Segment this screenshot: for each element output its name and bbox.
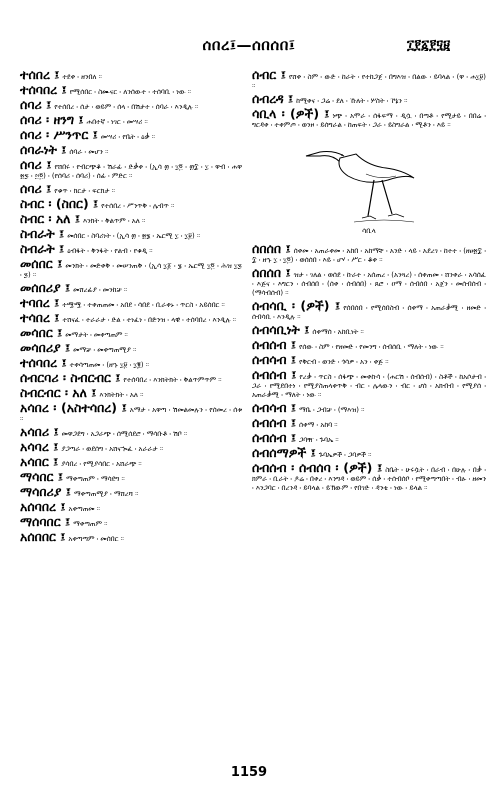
dictionary-entry — [20, 128, 242, 142]
entry-headword: ተሰባበረ ፤ — [20, 355, 67, 370]
entry-headword: ተሰባበረ ፤ — [20, 82, 67, 97]
entry-headword: መሰበሪያ ፤ — [20, 280, 71, 295]
entry-definition: የሰው ፡ ስም ፡ የዘመድ ፡ የመንግ ፡ ሰብሰቢ ፡ ማለት ፡ ነው ። — [299, 343, 444, 351]
dictionary-entry — [20, 242, 242, 256]
entry-definition: ማቀጣጠም ። — [73, 520, 108, 528]
entry-definition: የሸበሩ ፡ የብርጭቆ ፡ ሽራፊ ፡ ድቃቀ ፡ (ኢሳ ፴ ፡ ፲፬ ፡ ፴፰ ፡ ፲ ፡ ዋብ ፡ ሐዋ ፳፯ ፡ ፵፬) ፡ (የሰባሪ ፡ ሰባሪ) ፡ ሰፊ ፡ ምድር ። — [20, 163, 242, 180]
dictionary-entry — [252, 323, 486, 337]
entry-headword: ሰባሪ ፤ — [20, 181, 52, 196]
dictionary-entry — [252, 431, 486, 445]
entry-definition: ተቀሳጣጠመ ፡ (ዘኁ ፲፱ ፡ ፲፪) ። — [69, 361, 149, 369]
dictionary-entry — [20, 386, 242, 400]
entry-headword: ተሳበረ ፤ — [20, 310, 60, 325]
entry-headword: ስብራት ፤ — [20, 241, 65, 256]
entry-headword: መሰበር ፤ — [20, 256, 63, 271]
entry-definition: ሰቀመ ፡ አጠራቀመ ፡ አከበ ፡ አከማቸ ፡ አንድ ፡ ላይ ፡ አደረገ ፡ ከተተ ፡ (ዘፀ፳፰ ፡ ፰ ፡ ዘኁ ፲ ፡ ፲፬) ፡ ወሰሰበ ፡ እይ ፡ ሆሃ ፡ ሥር ፡ ቆቀ ። — [252, 247, 486, 264]
entry-headword: ሰባራነት ፤ — [20, 142, 67, 157]
entry-headword: ማሳበሪያ ፤ — [20, 484, 71, 499]
dictionary-entry — [252, 299, 486, 322]
dictionary-entry — [252, 353, 486, 367]
dictionary-entry — [20, 281, 242, 295]
dictionary-entry — [20, 182, 242, 196]
dictionary-entry — [20, 470, 242, 484]
entry-definition: ዕብፋት ፡ ቅንፋት ፡ የልብ ፡ የቁዲ ። — [67, 247, 153, 255]
entry-definition: ጉባኤዎች ፡ ጋባዎች ። — [318, 451, 372, 459]
dictionary-entry — [20, 530, 242, 544]
entry-definition: የሰበሰበ ፡ የሚሰበስብ ፡ ሰቀማ ፡ አጠራቃሚ ፡ ዘመድ ፡ ሰብሳቢ ፡ እንዲሉ ። — [252, 304, 486, 321]
dictionary-entry — [20, 440, 242, 454]
entry-definition: መማቻ ፡ መቀጣጠሚያ ። — [73, 346, 137, 354]
entry-definition: ዝታ ፡ ገለል ፡ ወሰደ ፡ ኩራተ ፡ አሰጠረ ፡ (አንጓረ) ፡ ሰቀጠመ ፡ ሸንቀራ ፡ አሳሰፈ ፡ እጅና ፡ እግርን ፡ ሰብሰበ ፡ (ሰቀ ፡ ሰብሰበ) ፡ ጸሮ ፡ ዐማ ፡ ሰብሰበ ፡ አጀን ፡ መሰብሰብ ፡ (ማሳብሰብ) ። — [252, 271, 486, 297]
entry-headword: ተሰበረ ፤ — [20, 67, 60, 82]
right-column — [252, 68, 486, 494]
entry-definition: ማቀጣጠም ፡ ማሳደግ ። — [65, 475, 125, 483]
entry-headword: ስብርብር ፡ አለ ፤ — [20, 385, 97, 400]
page-header — [0, 36, 498, 58]
dictionary-entry — [20, 341, 242, 355]
entry-headword: ሰብረዳ ፤ — [252, 91, 294, 106]
entry-headword: ሰብሳብ ፤ — [252, 400, 297, 415]
dictionary-entry — [252, 242, 486, 265]
entry-definition: መዋጋደግ ፡ አጋራጭ ፡ ሰሚሰደሮ ፡ ማሳቡቶ ፡ ሽቦ ። — [61, 430, 188, 438]
entry-definition: ተሟሟ ፡ ተቀጠጠመ ፡ አበደ ፡ ሳበደ ፡ ቢራቀኑ ፡ ጥርስ ፡ አይሰበር ። — [62, 301, 225, 309]
entry-definition: የሚሰበር ፡ ስሙናር ፡ ለንሰውተ ፡ ተሰባቢ ፡ ነው ። — [69, 88, 192, 96]
entry-definition: መሣሪ ፡ የቤት ፡ ዕቃ ። — [100, 133, 155, 141]
entry-headword: ተባበረ ፤ — [20, 295, 60, 310]
dictionary-entry — [20, 500, 242, 514]
entry-headword: ስብራት ፤ — [20, 226, 65, 241]
entry-headword: ሰባሪ ፡ ሥንጥር ፤ — [20, 127, 98, 142]
entry-definition: አቀጣጣም ፡ መሰበር ። — [68, 535, 124, 543]
entry-headword: ሰብሰብ ፤ — [252, 367, 297, 382]
entry-headword: ሰብሳቢ ፡ (ዎች) ፤ — [252, 298, 341, 313]
entry-headword: አሳበሪ ፤ — [20, 424, 59, 439]
dictionary-entry — [20, 371, 242, 385]
entry-definition: የተሰበረ ፡ ሥንጥቅ ፡ ሌብጥ ። — [101, 202, 175, 210]
dictionary-entry — [20, 296, 242, 310]
entry-definition: ተደቀ ፡ ዘንበለ ። — [62, 73, 102, 81]
entry-definition: ስቤት ፡ ሁሩሷት ፡ በራብ ፡ በሁሉ ፡ በቃ ፡ ክምራ ፡ ቢራት ፡ ዶሬ ፡ በቀረ ፡ እንግዳ ፡ ወይም ፡ ሰቃ ፡ ተሰብሰቦ ፡ የሚቀጣጣበት ፡ ብፁ ፡ ዘመን ፡ እንጋባር ፡ በረንዳ ፡ ይባላል ፡ ይኽውም ፡ የበገድ ፡ ዳንቴ ፡ ነው ፡ ይላል ። — [252, 466, 486, 492]
dictionary-entry — [20, 326, 242, 340]
dictionary-entry — [20, 425, 242, 439]
entry-headword: ስብር ፡ (ስበር) ፤ — [20, 196, 99, 211]
dictionary-entry — [20, 98, 242, 112]
page-number: 1159 — [230, 765, 268, 780]
dictionary-entry — [252, 266, 486, 298]
entry-definition: የቅርብ ፡ ወንድ ፡ ጎሳዎ ፡ አን ፡ ቀጅ ። — [299, 358, 389, 366]
entry-definition: ማቀጣጠሚያ ፡ ማሸረሻ ። — [73, 490, 139, 498]
entry-headword: ማሰባበር ፤ — [20, 514, 71, 529]
right-entries-top — [252, 68, 486, 130]
entry-headword: ማሳበር ፤ — [20, 469, 63, 484]
dictionary-entry — [20, 212, 242, 226]
dictionary-entry — [252, 368, 486, 400]
dictionary-entry — [20, 401, 242, 424]
dictionary-entry — [20, 257, 242, 280]
entry-headword: ሰብሳቢነት ፤ — [252, 322, 310, 337]
entry-definition: ያሳበረ ፡ የሚያሳበር ፡ አሸራጭ ። — [61, 460, 142, 468]
right-entries-bottom — [252, 242, 486, 493]
entry-definition: ሐበተኛ ፡ ነገር ፡ መሣሪ ። — [86, 118, 148, 126]
entry-definition: አቀጣጠመ ። — [68, 505, 100, 513]
dictionary-entry — [20, 83, 242, 97]
entry-definition: የቁጥ ፡ ክርታ ፡ ፍርክታ ። — [54, 187, 115, 195]
entry-headword: ስብር ፡ አለ ፤ — [20, 211, 80, 226]
entry-definition: ያጋጣራ ፡ ወደሰግ ፡ አሸናኈፈ ፡ አራራታ ። — [61, 445, 164, 453]
entry-definition: እንክትክት ፡ አለ ። — [99, 391, 144, 399]
running-title: ሰበረ፤—ሰበሰበ፤ — [202, 36, 296, 54]
entry-headword: አሳበር ፤ — [20, 454, 59, 469]
dictionary-entry — [252, 92, 486, 106]
entry-headword: ሰባሪ ፤ — [20, 97, 52, 112]
entry-headword: ሰብሰብ ፡ ሰብሰባ ፡ (ዎች) ፤ — [252, 460, 383, 475]
entry-definition: የሸቀ ፡ ስም ፡ ውድ ፡ ከራት ፡ የተከጋጀ ፡ በግእዝ ፡ በልው ፡ ይባላል ፡ (ዋ ፡ ሐ፲፱) ። — [252, 73, 486, 90]
entry-headword: ሰብሰብ ፤ — [252, 415, 297, 430]
entry-definition: መሰበር ፡ ስባሪነት ፡ (ኢሳ ፴ ፡ ፳፮ ፡ ኤርሚ ፲ ፡ ፲፱) ። — [67, 232, 201, 240]
dictionary-entry — [20, 197, 242, 211]
entry-headword: ሰባሪ ፤ — [20, 157, 52, 172]
entry-definition: የተሰባበረ ፡ እንክትክት ፡ ቅልጥምጥም ። — [123, 376, 222, 384]
entry-headword: አሳባረ ፤ — [20, 439, 59, 454]
entry-definition: መማታት ፡ መቀጣጠም ። — [65, 331, 128, 339]
entry-definition: የተሰበረ ፡ ሰታ ፡ ወይም ፡ ሰላ ፡ በሽታተ ፡ ሰባራ ፡ እንዲሉ ። — [54, 103, 199, 111]
entry-definition: ሰቀማ ፡ አከባ ። — [299, 421, 338, 429]
entry-headword: ሰበሰበ ፤ — [252, 241, 291, 256]
entry-headword: አሳበረ ፡ (አስተሳበረ) ፤ — [20, 400, 127, 415]
entry-definition: አማታ ፡ አዋጣ ፡ ሽመልመሉን ፡ የሰመረ ፡ ሰቱ ። — [20, 406, 242, 423]
entry-headword: አሰበበር ፤ — [20, 529, 66, 544]
dictionary-entry — [20, 515, 242, 529]
entry-headword: መሳበር ፤ — [20, 325, 63, 340]
entry-headword: ሳቢላ ፡ (ዎች) ፤ — [252, 106, 330, 121]
entry-definition: የረቃ ፡ ጥርስ ፡ ሰፋጭ ፡ መቀኩሳ ፡ (ሐርሽ ፡ ሰብሰብ) ፡ ስቶች ፡ ከአሶታብ ፡ ጋራ ፡ የሚደበተነ ፡ የሚያስጠላቀጥቅ ፡ ብር ፡ ሌላውን ፡ ብር ፡ ሆሰ ፡ አክብብ ፡ የሚያሰ ፡ አጠራቃሚ ፡ ማለት ፡ ነው ። — [252, 373, 486, 399]
dictionary-entry — [20, 311, 242, 325]
dictionary-entry — [20, 68, 242, 82]
dictionary-entry — [252, 401, 486, 415]
entry-definition: ሰባራ ፡ መሆን ። — [69, 148, 109, 156]
dictionary-entry — [20, 485, 242, 499]
entry-headword: ሰባሪ ፡ ዘንግ ፤ — [20, 112, 84, 127]
entry-definition: ሰቀማሰ ፡ አከቢነት ። — [312, 328, 364, 336]
entry-definition: መንክት ፡ መድቀቅ ፡ መሠንጠቅ ፡ (ኢሳ ፲፩ ፡ ፮ ፡ ኤርሚ ፲፬ ፡ ሕዝ ፲፯ ፡ ፯) ። — [20, 262, 242, 279]
heron-illustration — [304, 134, 434, 226]
left-column — [20, 68, 242, 545]
dictionary-entry — [252, 461, 486, 493]
dictionary-entry — [20, 143, 242, 157]
dictionary-entry — [252, 107, 486, 130]
entry-definition: ነጭ ፡ አሞራ ፡ ሰፋፍማ ፡ ዲሷ ፡ በጣቶ ፡ የሚታይ ፡ በበሬ ፡ ግርዳቀ ፡ ተቀምጦ ፡ ወንዞ ፡ ይሰግራል ፡ ከጠፍት ፡ ጋራ ፡ ይስግራል ፡ ሚቶን ፡ እይ ። — [252, 112, 486, 129]
entry-headword: መሳበሪያ ፤ — [20, 340, 71, 355]
entry-headword: ሰበሰበ ፤ — [252, 265, 291, 280]
dictionary-entry — [252, 446, 486, 460]
entry-headword: ሰብር ፤ — [252, 67, 286, 82]
entry-definition: ጋባዥ ፡ ጉባኤ ። — [299, 436, 339, 444]
entry-headword: አሰባበረ ፤ — [20, 499, 66, 514]
dictionary-entry — [20, 356, 242, 370]
entry-definition: መሸረፊያ ፡ መንከቻ ። — [73, 286, 128, 294]
dictionary-entry — [252, 338, 486, 352]
entry-definition: እንክት ፡ ቅልጥም ፡ አለ ። — [82, 217, 146, 225]
entry-headword: ሰብሳብ ፤ — [252, 352, 297, 367]
entry-headword: ሰብሰብ ፤ — [252, 337, 297, 352]
entry-headword: ሰብሰብ ፤ — [252, 430, 297, 445]
entry-definition: ማቤ ፡ ጋብቻ ፡ (ማእዝ) ። — [299, 406, 365, 414]
page-number-ethiopic: ፲፻፩፻፶፱ — [407, 38, 450, 53]
entry-headword: ሰብሰማዎች ፤ — [252, 445, 316, 460]
dictionary-entry — [20, 227, 242, 241]
dictionary-entry — [20, 455, 242, 469]
dictionary-entry — [20, 113, 242, 127]
entry-headword: ሰብርባሪ ፡ ስብርብር ፤ — [20, 370, 121, 385]
entry-definition: ከሚቀና ፡ ጋሬ ፡ ደለ ፡ ኹለት ፡ ሦስት ፡ ኾኔን ። — [296, 97, 408, 105]
dictionary-entry — [20, 158, 242, 181]
dictionary-entry — [252, 68, 486, 91]
figure-caption: ሳቢላ — [362, 227, 376, 235]
entry-definition: ተሸናፈ ፡ ተራራታ ፡ ድል ፡ ተነፈነ ፡ በድንዝ ፡ ላዊ ፡ ተሰባበረ ፡ እንዲሉ ። — [62, 316, 236, 324]
dictionary-entry — [252, 416, 486, 430]
